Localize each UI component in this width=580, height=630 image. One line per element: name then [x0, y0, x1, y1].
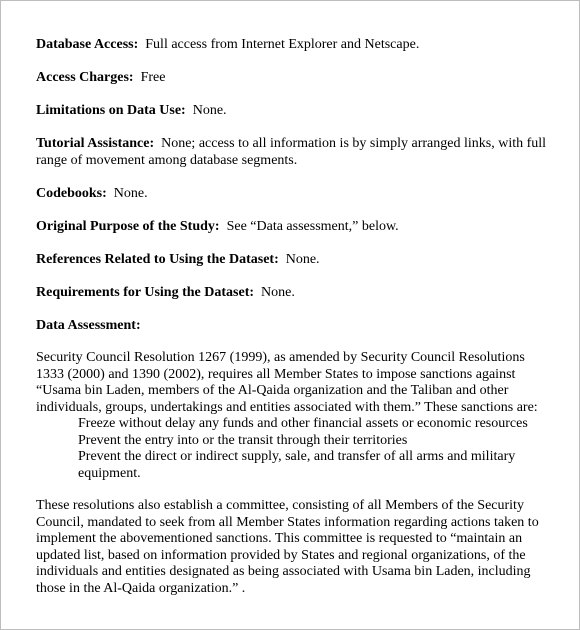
field-label: Codebooks: — [36, 186, 107, 201]
assessment-paragraph-2: These resolutions also establish a committee, consisting of all Members of the Security Council, mandated to seek from all Member States information regarding actions taken to implement the abovementioned sanctions. This committee is requested to “maintain an updated list, based on information provided by States and regional organizations, of the individuals and entities designated as being associated with Usama bin Laden, including those in the Al-Qaida organization.” . — [36, 498, 539, 596]
sanctions-list — [36, 416, 556, 482]
data-assessment-heading: Data Assessment: — [36, 318, 141, 333]
field-value: See “Data assessment,” below. — [226, 219, 399, 234]
field-limitations-on-data-use — [36, 102, 556, 119]
field-value: None. — [285, 252, 320, 267]
field-tutorial-assistance — [36, 135, 556, 169]
field-value: None. — [113, 186, 148, 201]
field-references — [36, 251, 556, 268]
field-value: Full access from Internet Explorer and Netscape. — [145, 37, 420, 52]
field-access-charges — [36, 69, 556, 86]
field-value: None. — [192, 103, 227, 118]
field-value: None; access to all information is by simply arranged links, with full range of movement among database segments. — [36, 136, 547, 168]
field-label: Access Charges: — [36, 70, 134, 85]
field-label: Limitations on Data Use: — [36, 103, 186, 118]
field-label: References Related to Using the Dataset: — [36, 252, 279, 267]
field-label: Requirements for Using the Dataset: — [36, 285, 255, 300]
field-label: Database Access: — [36, 37, 139, 52]
sanction-item: Freeze without delay any funds and other financial assets or economic resources — [78, 416, 528, 431]
document-page — [36, 36, 556, 597]
field-requirements — [36, 284, 556, 301]
field-value: None. — [261, 285, 295, 300]
sanction-item: Prevent the direct or indirect supply, sale, and transfer of all arms and military equipment. — [78, 449, 516, 481]
field-label: Tutorial Assistance: — [36, 136, 155, 151]
field-codebooks — [36, 185, 556, 202]
field-value: Free — [140, 70, 166, 85]
sanction-item: Prevent the entry into or the transit through their territories — [78, 432, 408, 448]
assessment-paragraph-1: Security Council Resolution 1267 (1999), as amended by Security Council Resolutions 1333 (2000) and 1390 (2002), requires all Member States to impose sanctions against “Usama bin Laden, members of the Al-Qaida organization and the Taliban and other individuals, groups, undertakings and entities associated with them.” These sanctions are: — [36, 350, 538, 415]
field-original-purpose — [36, 218, 556, 235]
field-database-access — [36, 36, 556, 53]
field-label: Original Purpose of the Study: — [36, 219, 220, 234]
